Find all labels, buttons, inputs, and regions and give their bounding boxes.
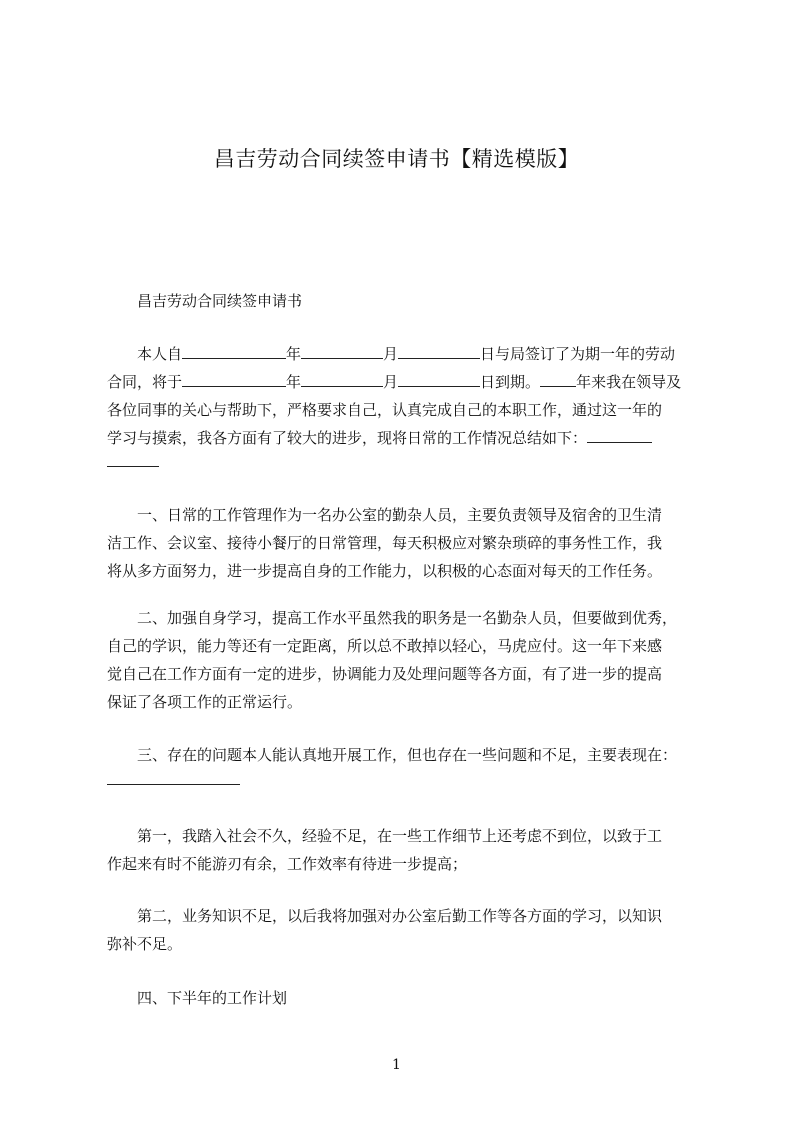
para1-line5 [107, 452, 159, 472]
para6-line2: 弥补不足。 [107, 935, 183, 953]
para2-line3: 将从多方面努力，进一步提高自身的工作能力，以积极的心态面对每天的工作任务。 [107, 562, 663, 580]
para1-line1 [137, 344, 675, 364]
para5-line2: 作起来有时不能游刃有余，工作效率有待进一步提高； [107, 855, 468, 873]
para1-text: 学习与摸索，我各方面有了较大的进步，现将日常的工作情况总结如下： [107, 429, 588, 447]
para1-text: 本人自 [137, 345, 183, 363]
para1-text: 月 [383, 345, 399, 363]
blank-line [182, 372, 286, 387]
para3-line4: 保证了各项工作的正常运行。 [107, 693, 303, 711]
blank-line [107, 770, 240, 785]
para1-text: 合同，将于 [107, 373, 183, 391]
blank-line [398, 344, 480, 359]
document-subtitle: 昌吉劳动合同续签申请书 [137, 292, 303, 310]
para1-text: 年 [286, 345, 302, 363]
para1-line4 [107, 428, 652, 448]
page-number: 1 [392, 1057, 401, 1073]
para1-text: 月 [383, 373, 399, 391]
para7-line1: 四、下半年的工作计划 [137, 989, 288, 1007]
para6-line1: 第二，业务知识不足，以后我将加强对办公室后勤工作等各方面的学习，以知识 [137, 907, 663, 925]
blank-line [540, 372, 576, 387]
para4-line1: 三、存在的问题本人能认真地开展工作，但也存在一些问题和不足，主要表现在： [137, 746, 678, 764]
blank-line [301, 344, 383, 359]
blank-line [182, 344, 286, 359]
para5-line1: 第一，我踏入社会不久，经验不足，在一些工作细节上还考虑不到位，以致于工 [137, 827, 663, 845]
document-title: 昌吉劳动合同续签申请书【精选模版】 [213, 147, 580, 171]
para1-text: 日到期。 [480, 373, 541, 391]
para1-text: 年 [286, 373, 302, 391]
para2-line2: 洁工作、会议室、接待小餐厅的日常管理，每天积极应对繁杂琐碎的事务性工作，我 [107, 534, 663, 552]
blank-line [107, 452, 159, 467]
para4-line2 [107, 770, 240, 790]
para1-text: 年来我在领导及 [576, 373, 682, 391]
blank-line [398, 372, 480, 387]
blank-line [587, 428, 652, 443]
para1-line2 [107, 372, 681, 392]
para3-line3: 觉自己在工作方面有一定的进步，协调能力及处理问题等各方面，有了进一步的提高 [107, 665, 663, 683]
para1-line3: 各位同事的关心与帮助下，严格要求自己，认真完成自己的本职工作，通过这一年的 [107, 401, 663, 419]
para2-line1: 一、日常的工作管理作为一名办公室的勤杂人员，主要负责领导及宿舍的卫生清 [137, 506, 663, 524]
para3-line2: 自己的学识，能力等还有一定距离，所以总不敢掉以轻心，马虎应付。这一年下来感 [107, 637, 663, 655]
para1-text: 日与局签订了为期一年的劳动 [480, 345, 676, 363]
para3-line1: 二、加强自身学习，提高工作水平虽然我的职务是一名勤杂人员，但要做到优秀， [137, 609, 678, 627]
blank-line [301, 372, 383, 387]
